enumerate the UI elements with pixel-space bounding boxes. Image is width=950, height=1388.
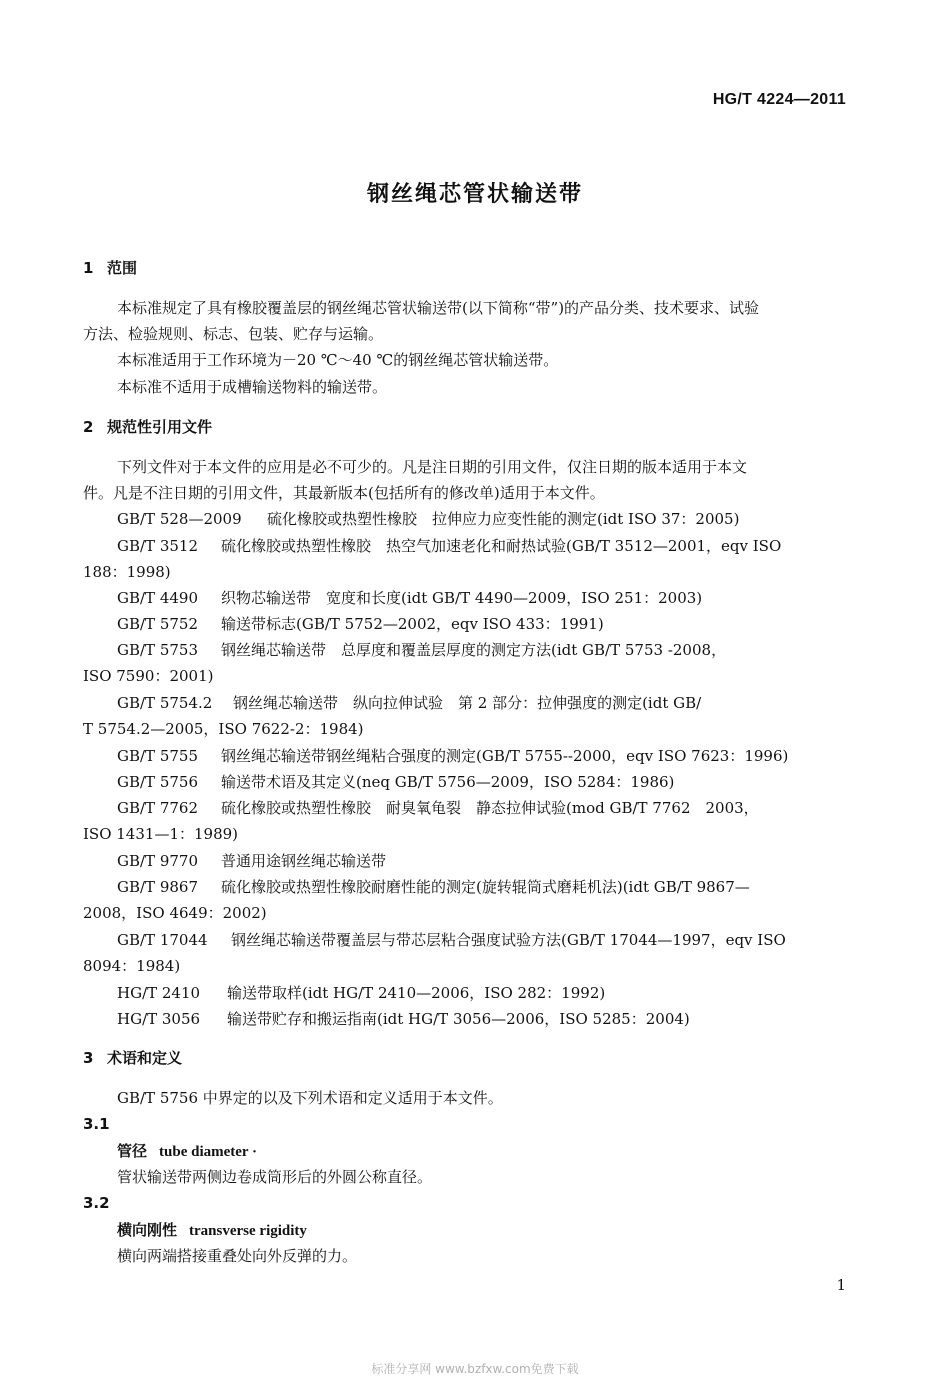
term-chinese: 管径 (117, 1142, 148, 1160)
reference-code: GB/T 5753 (117, 641, 199, 659)
reference-title: 硫化橡胶或热塑性橡胶耐磨性能的测定(旋转辊筒式磨耗机法)(idt GB/T 9867— (221, 878, 750, 896)
term-definition: 横向两端搭接重叠处向外反弹的力。 (117, 1247, 358, 1265)
section-2-intro-line-1: 下列文件对于本文件的应用是必不可少的。凡是注日期的引用文件，仅注日期的版本适用于本文 (117, 458, 748, 476)
term-definition: 管状输送带两侧边卷成筒形后的外圆公称直径。 (117, 1168, 433, 1186)
reference-code: GB/T 9770 (117, 852, 199, 870)
reference-code: GB/T 3512 (117, 537, 199, 555)
reference-continuation: 188：1998) (83, 563, 171, 581)
section-1-heading (83, 258, 137, 278)
term-english: transverse rigidity (189, 1223, 307, 1239)
term-entry (117, 1141, 257, 1162)
reference-line (117, 614, 604, 634)
standard-code: HG/T 4224—2011 (712, 91, 846, 108)
section-2-heading (83, 417, 212, 437)
reference-title: 钢丝绳芯输送带钢丝绳粘合强度的测定(GB/T 5755--2000，eqv ISO 7623：1996) (221, 747, 789, 765)
reference-code: HG/T 2410 (117, 984, 201, 1002)
reference-line (117, 588, 702, 608)
section-3-heading (83, 1048, 182, 1068)
reference-continuation: T 5754.2—2005，ISO 7622-2：1984) (83, 720, 364, 738)
reference-code: GB/T 5755 (117, 747, 199, 765)
reference-title: 钢丝绳芯输送带 纵向拉伸试验 第 2 部分：拉伸强度的测定(idt GB/ (233, 694, 702, 712)
section-2-title: 规范性引用文件 (107, 418, 213, 436)
term-number: 3.2 (83, 1194, 110, 1212)
reference-line (117, 640, 726, 660)
section-1-number: 1 (83, 259, 94, 277)
footer-watermark: 标准分享网 www.bzfxw.com免费下载 (371, 1362, 579, 1376)
reference-continuation: ISO 7590：2001) (83, 667, 214, 685)
term-english: tube diameter · (159, 1144, 258, 1160)
section-3-intro: GB/T 5756 中界定的以及下列术语和定义适用于本文件。 (117, 1089, 503, 1107)
section-2-intro-line-2: 件。凡是不注日期的引用文件，其最新版本(包括所有的修改单)适用于本文件。 (83, 484, 605, 502)
reference-title: 输送带取样(idt HG/T 2410—2006，ISO 282：1992) (227, 984, 606, 1002)
reference-title: 输送带术语及其定义(neq GB/T 5756—2009，ISO 5284：1986) (221, 773, 675, 791)
term-entry (117, 1220, 307, 1241)
reference-line (117, 509, 739, 529)
reference-continuation: ISO 1431—1：1989) (83, 825, 239, 843)
reference-code: GB/T 9867 (117, 878, 199, 896)
reference-title: 普通用途钢丝绳芯输送带 (221, 852, 387, 870)
reference-title: 钢丝绳芯输送带覆盖层与带芯层粘合强度试验方法(GB/T 17044—1997，eqv ISO (231, 931, 786, 949)
reference-continuation: 2008，ISO 4649：2002) (83, 904, 267, 922)
reference-code: GB/T 17044 (117, 931, 208, 949)
reference-line (117, 693, 701, 713)
reference-title: 硫化橡胶或热塑性橡胶 热空气加速老化和耐热试验(GB/T 3512—2001，eqv ISO (221, 537, 782, 555)
section-1-paragraph-3: 本标准不适用于成槽输送物料的输送带。 (117, 378, 388, 396)
reference-code: GB/T 5752 (117, 615, 199, 633)
section-3-number: 3 (83, 1049, 94, 1067)
page-number: 1 (836, 1276, 846, 1294)
reference-code: HG/T 3056 (117, 1010, 201, 1028)
reference-line (117, 1009, 690, 1029)
document-title: 钢丝绳芯管状输送带 (366, 182, 583, 207)
reference-title: 硫化橡胶或热塑性橡胶 拉伸应力应变性能的测定(idt ISO 37：2005) (267, 510, 740, 528)
section-1-paragraph-2: 本标准适用于工作环境为－20 ℃～40 ℃的钢丝绳芯管状输送带。 (117, 351, 559, 369)
term-chinese: 横向刚性 (117, 1221, 178, 1239)
reference-line (117, 798, 759, 818)
reference-title: 输送带贮存和搬运指南(idt HG/T 3056—2006，ISO 5285：2004) (227, 1010, 690, 1028)
section-1-paragraph-1-line-2: 方法、检验规则、标志、包装、贮存与运输。 (83, 325, 384, 343)
reference-line (117, 877, 750, 897)
reference-line (117, 536, 781, 556)
reference-title: 织物芯输送带 宽度和长度(idt GB/T 4490—2009，ISO 251：2003) (221, 589, 703, 607)
reference-line (117, 746, 788, 766)
reference-line (117, 851, 386, 871)
reference-title: 输送带标志(GB/T 5752—2002，eqv ISO 433：1991) (221, 615, 604, 633)
reference-code: GB/T 5756 (117, 773, 199, 791)
reference-line (117, 983, 605, 1003)
section-1-paragraph-1-line-1: 本标准规定了具有橡胶覆盖层的钢丝绳芯管状输送带(以下简称“带”)的产品分类、技术要求、试验 (117, 299, 760, 317)
reference-line (117, 930, 786, 950)
reference-title: 硫化橡胶或热塑性橡胶 耐臭氧龟裂 静态拉伸试验(mod GB/T 7762 2003， (221, 799, 759, 817)
reference-line (117, 772, 674, 792)
reference-code: GB/T 4490 (117, 589, 199, 607)
reference-code: GB/T 7762 (117, 799, 199, 817)
section-3-title: 术语和定义 (107, 1049, 183, 1067)
reference-code: GB/T 5754.2 (117, 694, 213, 712)
section-1-title: 范围 (107, 259, 138, 277)
term-number: 3.1 (83, 1115, 110, 1133)
reference-continuation: 8094：1984) (83, 957, 181, 975)
reference-code: GB/T 528—2009 (117, 510, 242, 528)
reference-title: 钢丝绳芯输送带 总厚度和覆盖层厚度的测定方法(idt GB/T 5753 -2008， (221, 641, 727, 659)
section-2-number: 2 (83, 418, 94, 436)
